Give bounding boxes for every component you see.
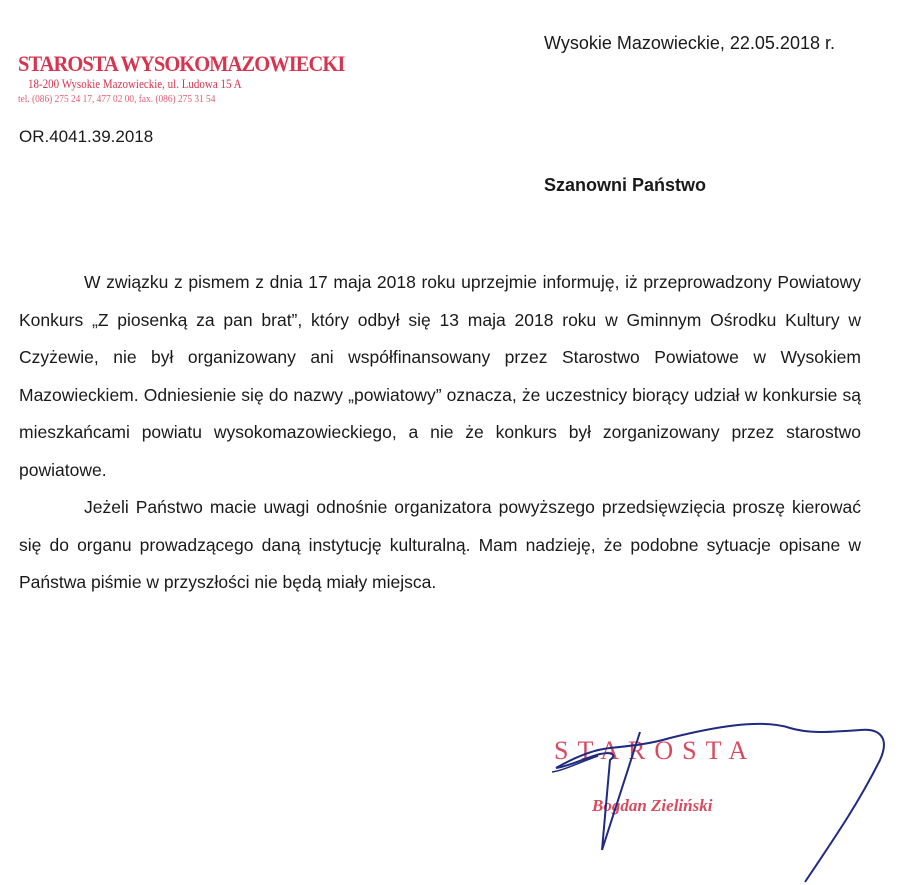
stamp-phone: tel. (086) 275 24 17, 477 02 00, fax. (086) 275 31 54 xyxy=(18,93,216,105)
salutation: Szanowni Państwo xyxy=(544,175,707,195)
stamp-address: 18-200 Wysokie Mazowieckie, ul. Ludowa 15 A xyxy=(28,77,242,91)
paragraph: W związku z pismem z dnia 17 maja 2018 roku uprzejmie informuję, iż przeprowadzony Powiatowy Konkurs „Z piosenką za pan brat”, który odbył się 13 maja 2018 roku w Gminnym Ośrodku Kultury w Czyżewie, nie był organizowany ani współfinansowany przez Starostwo Powiatowe w Wysokiem Mazowieckiem. Odniesienie się do nazwy „powiatowy” oznacza, że uczestnicy biorący udział w konkursie są mieszkańcami powiatu wysokomazowieckiego, a nie że konkurs był zorganizowany przez starostwo powiatowe. xyxy=(19,272,861,480)
signature-name-stamp: Bogdan Zieliński xyxy=(592,796,713,815)
office-stamp xyxy=(18,51,345,106)
reference-number: OR.4041.39.2018 xyxy=(19,127,154,146)
stamp-title: STAROSTA WYSOKOMAZOWIECKI xyxy=(18,51,345,76)
signature-title-stamp: STAROSTA xyxy=(554,736,757,765)
place-date: Wysokie Mazowieckie, 22.05.2018 r. xyxy=(544,33,835,53)
handwritten-signature-icon xyxy=(540,720,900,885)
letter-body xyxy=(19,264,861,602)
signature-block xyxy=(540,720,900,885)
paragraph: Jeżeli Państwo macie uwagi odnośnie organizatora powyższego przedsięwzięcia proszę kierować się do organu prowadzącego daną instytucję kulturalną. Mam nadzieję, że podobne sytuacje opisane w Państwa piśmie w przyszłości nie będą miały miejsca. xyxy=(19,497,861,592)
